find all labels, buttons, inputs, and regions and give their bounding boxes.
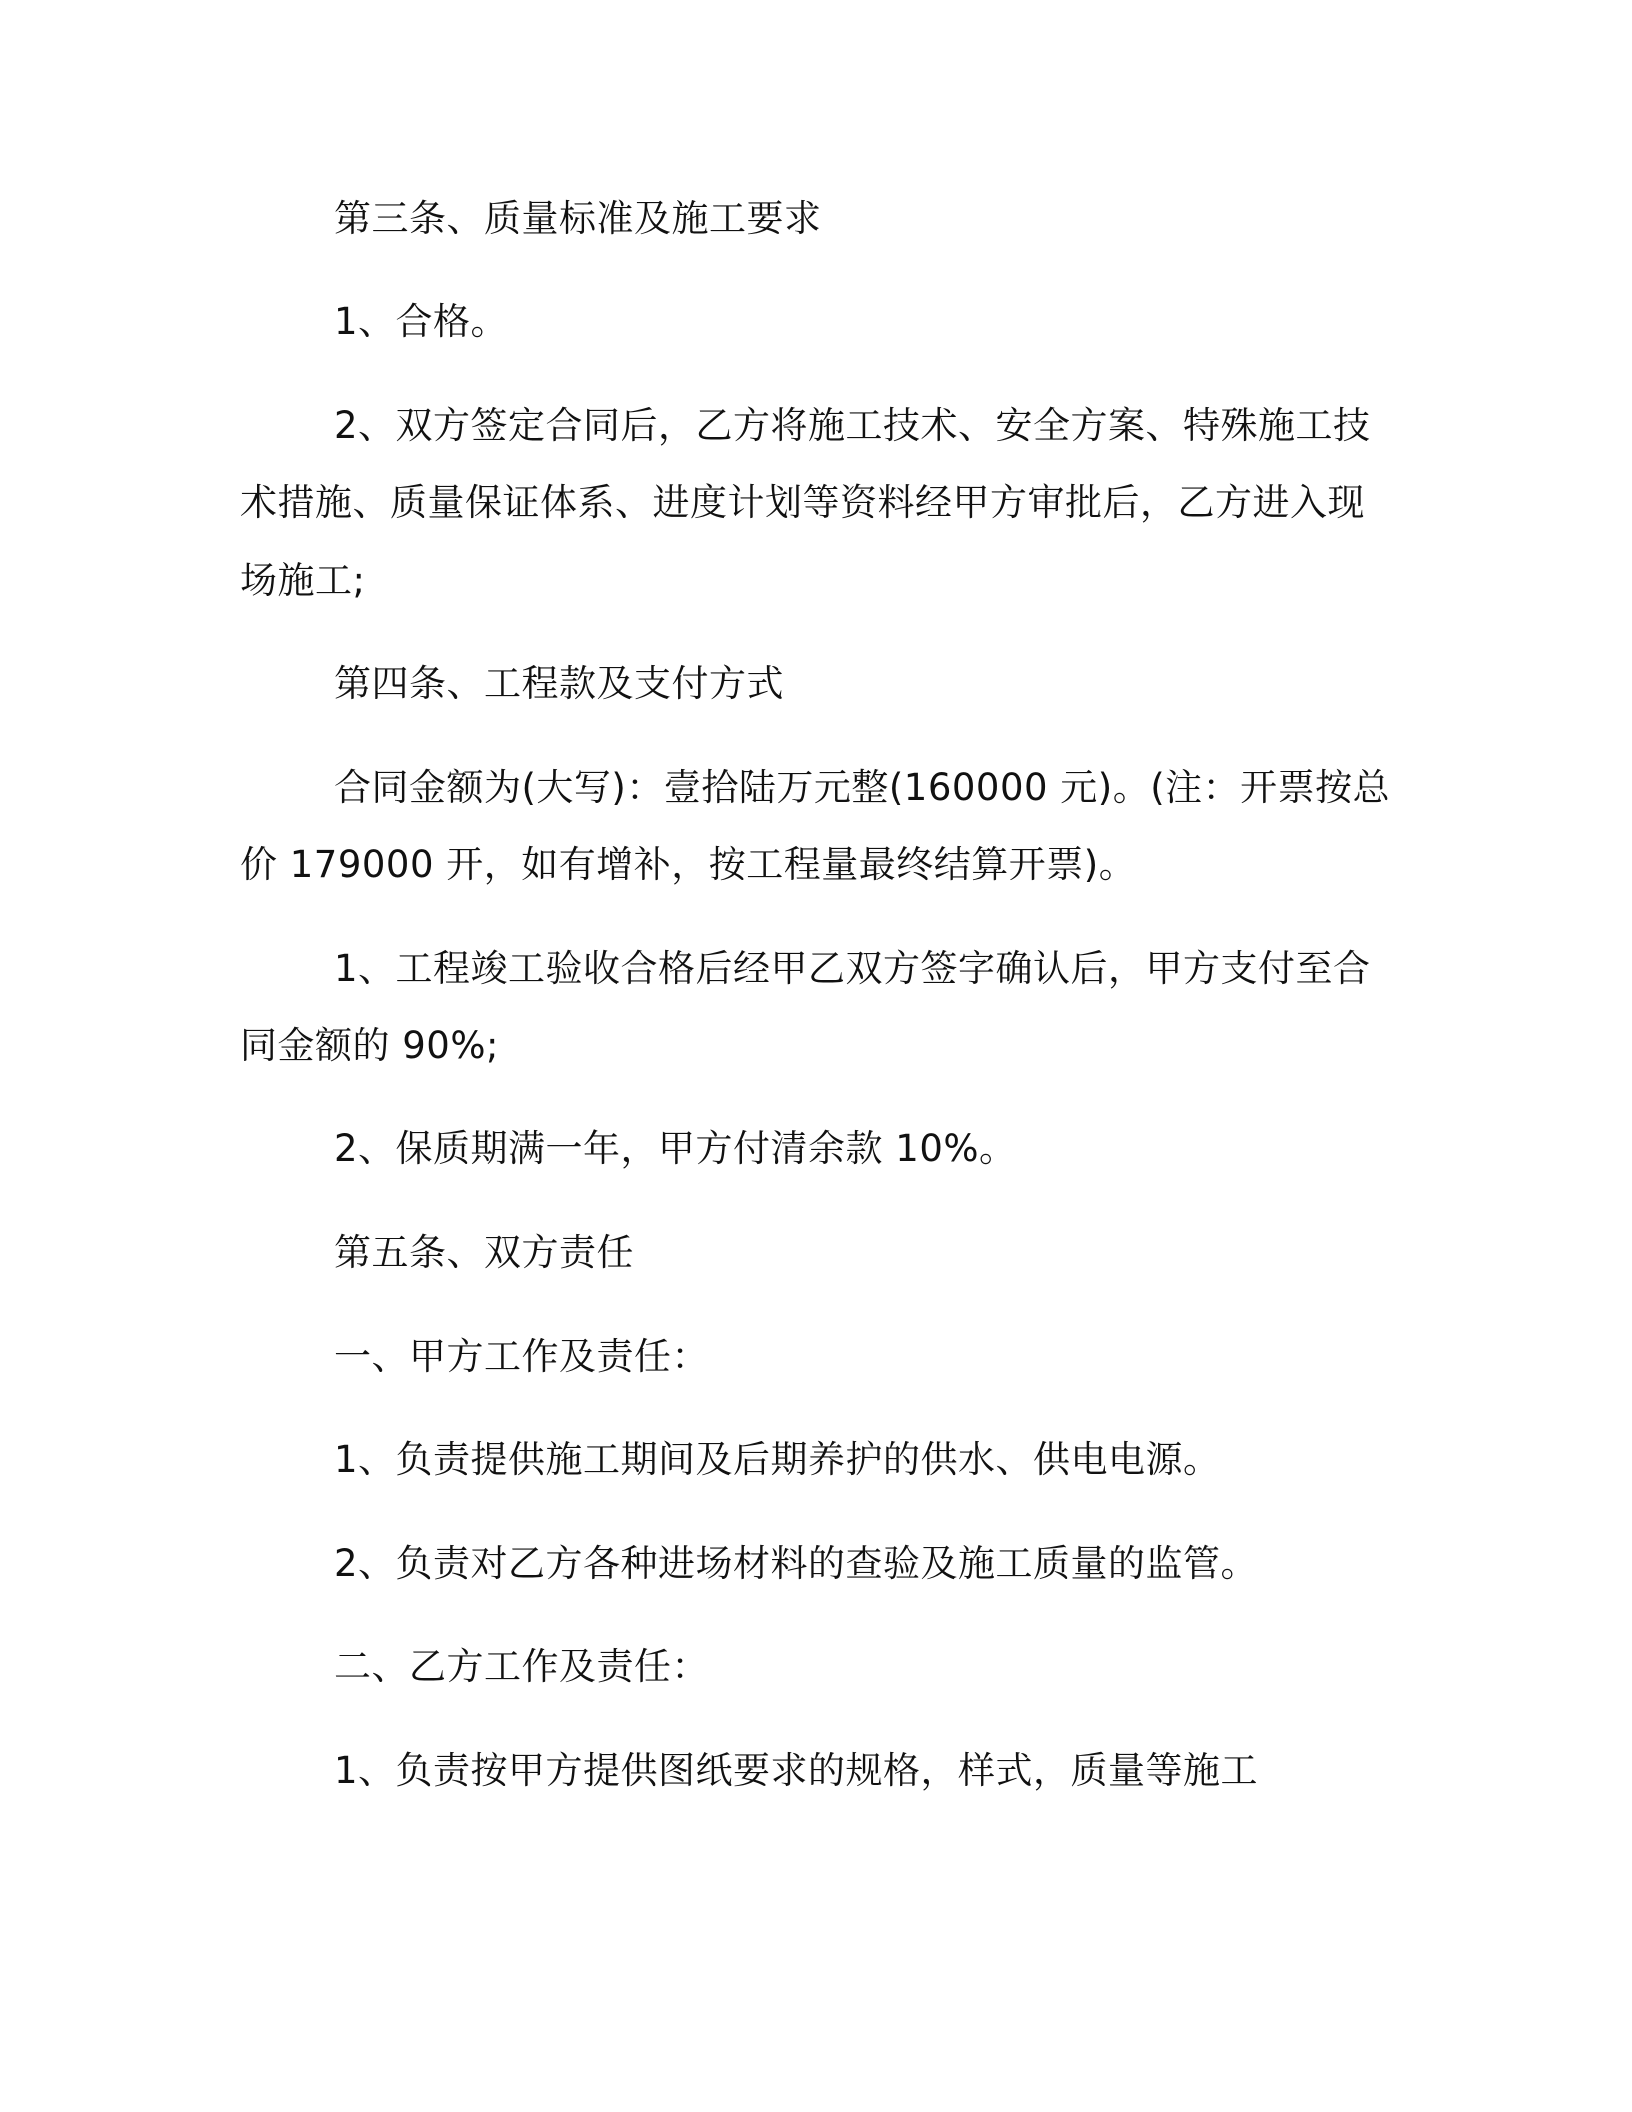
party-a-responsibilities-heading: 一、甲方工作及责任： [334,1335,709,1378]
party-a-item-1: 1、负责提供施工期间及后期养护的供水、供电电源。 [334,1438,1221,1481]
article-4-item-1-line-1: 1、工程竣工验收合格后经甲乙双方签字确认后，甲方支付至合 [334,947,1371,990]
article-3-item-2-line-3: 场施工; [240,559,366,602]
article-3-item-1: 1、合格。 [334,300,509,343]
party-a-item-2: 2、负责对乙方各种进场材料的查验及施工质量的监管。 [334,1542,1259,1585]
article-4-heading: 第四条、工程款及支付方式 [334,662,784,705]
article-3-item-2-line-1: 2、双方签定合同后，乙方将施工技术、安全方案、特殊施工技 [334,404,1371,447]
article-3-item-2-line-2: 术措施、质量保证体系、进度计划等资料经甲方审批后，乙方进入现 [240,481,1365,524]
article-4-item-1-line-2: 同金额的 90%; [240,1024,499,1067]
article-4-item-2: 2、保质期满一年，甲方付清余款 10%。 [334,1127,1017,1170]
party-b-item-1: 1、负责按甲方提供图纸要求的规格，样式，质量等施工 [334,1749,1259,1792]
contract-amount-line-2: 价 179000 开，如有增补，按工程量最终结算开票)。 [240,843,1137,886]
party-b-responsibilities-heading: 二、乙方工作及责任： [334,1645,709,1688]
article-5-heading: 第五条、双方责任 [334,1231,634,1274]
article-3-heading: 第三条、质量标准及施工要求 [334,197,822,240]
contract-amount-line-1: 合同金额为(大写)：壹拾陆万元整(160000 元)。(注：开票按总 [334,766,1391,809]
